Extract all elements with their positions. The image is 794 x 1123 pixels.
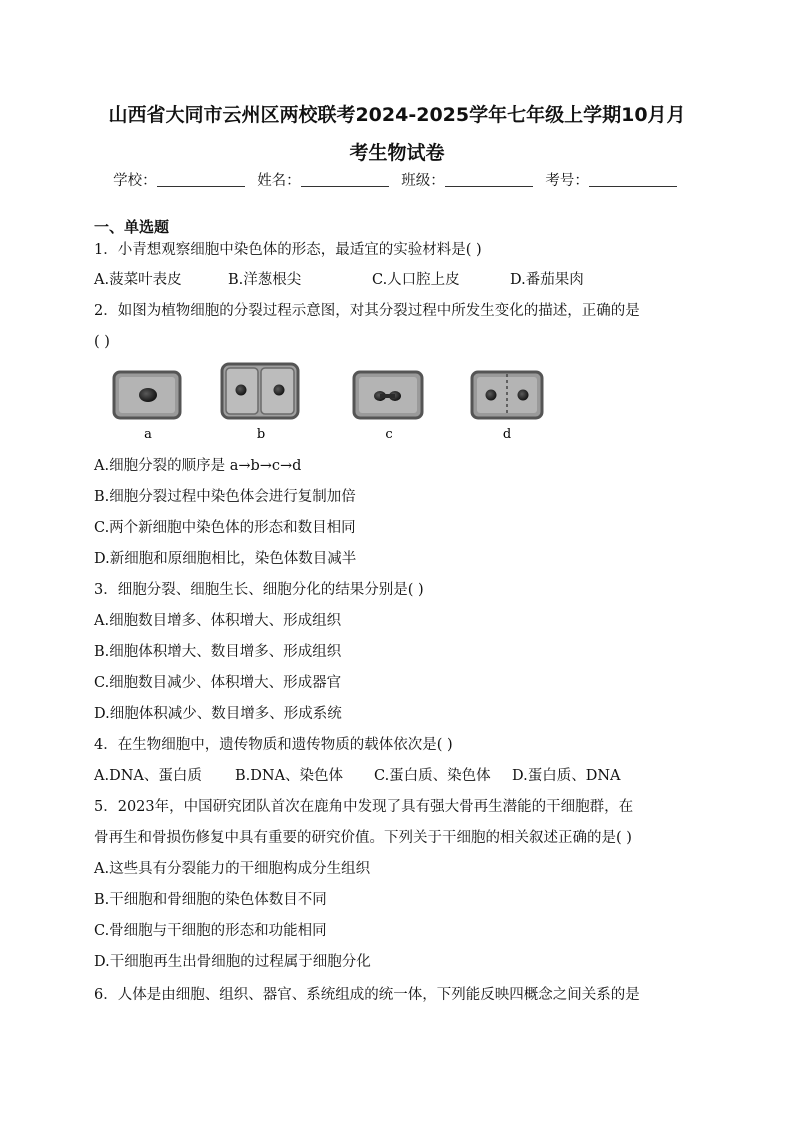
option-3b[interactable]: B.细胞体积增大、数目增多、形成组织 [94, 644, 342, 660]
school-field[interactable]: 学校： [113, 170, 249, 192]
question-1-options [94, 270, 584, 290]
name-field[interactable]: 姓名： [257, 170, 393, 192]
option-4d[interactable]: D.蛋白质、DNA [512, 768, 621, 784]
class-blank[interactable] [445, 172, 533, 187]
question-3-stem: 3．细胞分裂、细胞生长、细胞分化的结果分别是( ) [94, 582, 424, 598]
question-5-stem-line1: 5．2023年，中国研究团队首次在鹿角中发现了具有强大骨再生潜能的干细胞群，在 [94, 799, 634, 815]
option-3c[interactable]: C.细胞数目减少、体积增大、形成器官 [94, 675, 342, 691]
cell-division-diagram [110, 362, 550, 444]
student-info-row [0, 170, 794, 192]
option-5c[interactable]: C.骨细胞与干细胞的形态和功能相同 [94, 923, 327, 939]
option-4c[interactable]: C.蛋白质、染色体 [374, 768, 491, 784]
name-blank[interactable] [301, 172, 389, 187]
option-4b[interactable]: B.DNA、染色体 [235, 768, 344, 784]
exam-title-line1: 山西省大同市云州区两校联考2024-2025学年七年级上学期10月月 [108, 104, 686, 126]
option-2c[interactable]: C.两个新细胞中染色体的形态和数目相同 [94, 520, 356, 536]
option-1b[interactable]: B.洋葱根尖 [228, 272, 302, 288]
option-4a[interactable]: A.DNA、蛋白质 [94, 768, 202, 784]
school-blank[interactable] [157, 172, 245, 187]
exam-number-blank[interactable] [589, 172, 677, 187]
cell-division-figure [110, 362, 550, 444]
cell-d [472, 372, 542, 418]
question-4-options [94, 766, 621, 786]
option-5a[interactable]: A.这些具有分裂能力的干细胞构成分生组织 [94, 861, 371, 877]
option-2d[interactable]: D.新细胞和原细胞相比，染色体数目减半 [94, 551, 357, 567]
cell-c [354, 372, 422, 418]
exam-title-line2: 考生物试卷 [349, 142, 445, 164]
option-3a[interactable]: A.细胞数目增多、体积增大、形成组织 [94, 613, 342, 629]
cell-b [222, 364, 298, 418]
option-5b[interactable]: B.干细胞和骨细胞的染色体数目不同 [94, 892, 327, 908]
option-2a[interactable]: A.细胞分裂的顺序是 a→b→c→d [94, 458, 302, 474]
option-2b[interactable]: B.细胞分裂过程中染色体会进行复制加倍 [94, 489, 356, 505]
figure-label-a: a [144, 427, 152, 442]
option-5d[interactable]: D.干细胞再生出骨细胞的过程属于细胞分化 [94, 954, 371, 970]
section-title: 一、单选题 [94, 218, 170, 236]
question-4-stem: 4．在生物细胞中，遗传物质和遗传物质的载体依次是( ) [94, 737, 453, 753]
question-1-stem: 1．小青想观察细胞中染色体的形态，最适宜的实验材料是( ) [94, 242, 482, 258]
question-2-stem-line2: ( ) [94, 334, 110, 350]
option-1c[interactable]: C.人口腔上皮 [372, 272, 460, 288]
option-3d[interactable]: D.细胞体积减少、数目增多、形成系统 [94, 706, 342, 722]
class-field[interactable]: 班级： [401, 170, 537, 192]
question-5-stem-line2: 骨再生和骨损伤修复中具有重要的研究价值。下列关于干细胞的相关叙述正确的是( ) [94, 830, 632, 846]
question-2-stem-line1: 2．如图为植物细胞的分裂过程示意图，对其分裂过程中所发生变化的描述，正确的是 [94, 303, 640, 319]
exam-number-field[interactable]: 考号： [545, 170, 681, 192]
option-1d[interactable]: D.番茄果肉 [510, 272, 584, 288]
figure-label-d: d [502, 427, 512, 442]
cell-a [114, 372, 180, 418]
figure-label-c: c [385, 427, 393, 442]
figure-label-b: b [256, 427, 266, 442]
question-6-stem: 6．人体是由细胞、组织、器官、系统组成的统一体，下列能反映四概念之间关系的是 [94, 987, 640, 1003]
option-1a[interactable]: A.菠菜叶表皮 [94, 272, 182, 288]
